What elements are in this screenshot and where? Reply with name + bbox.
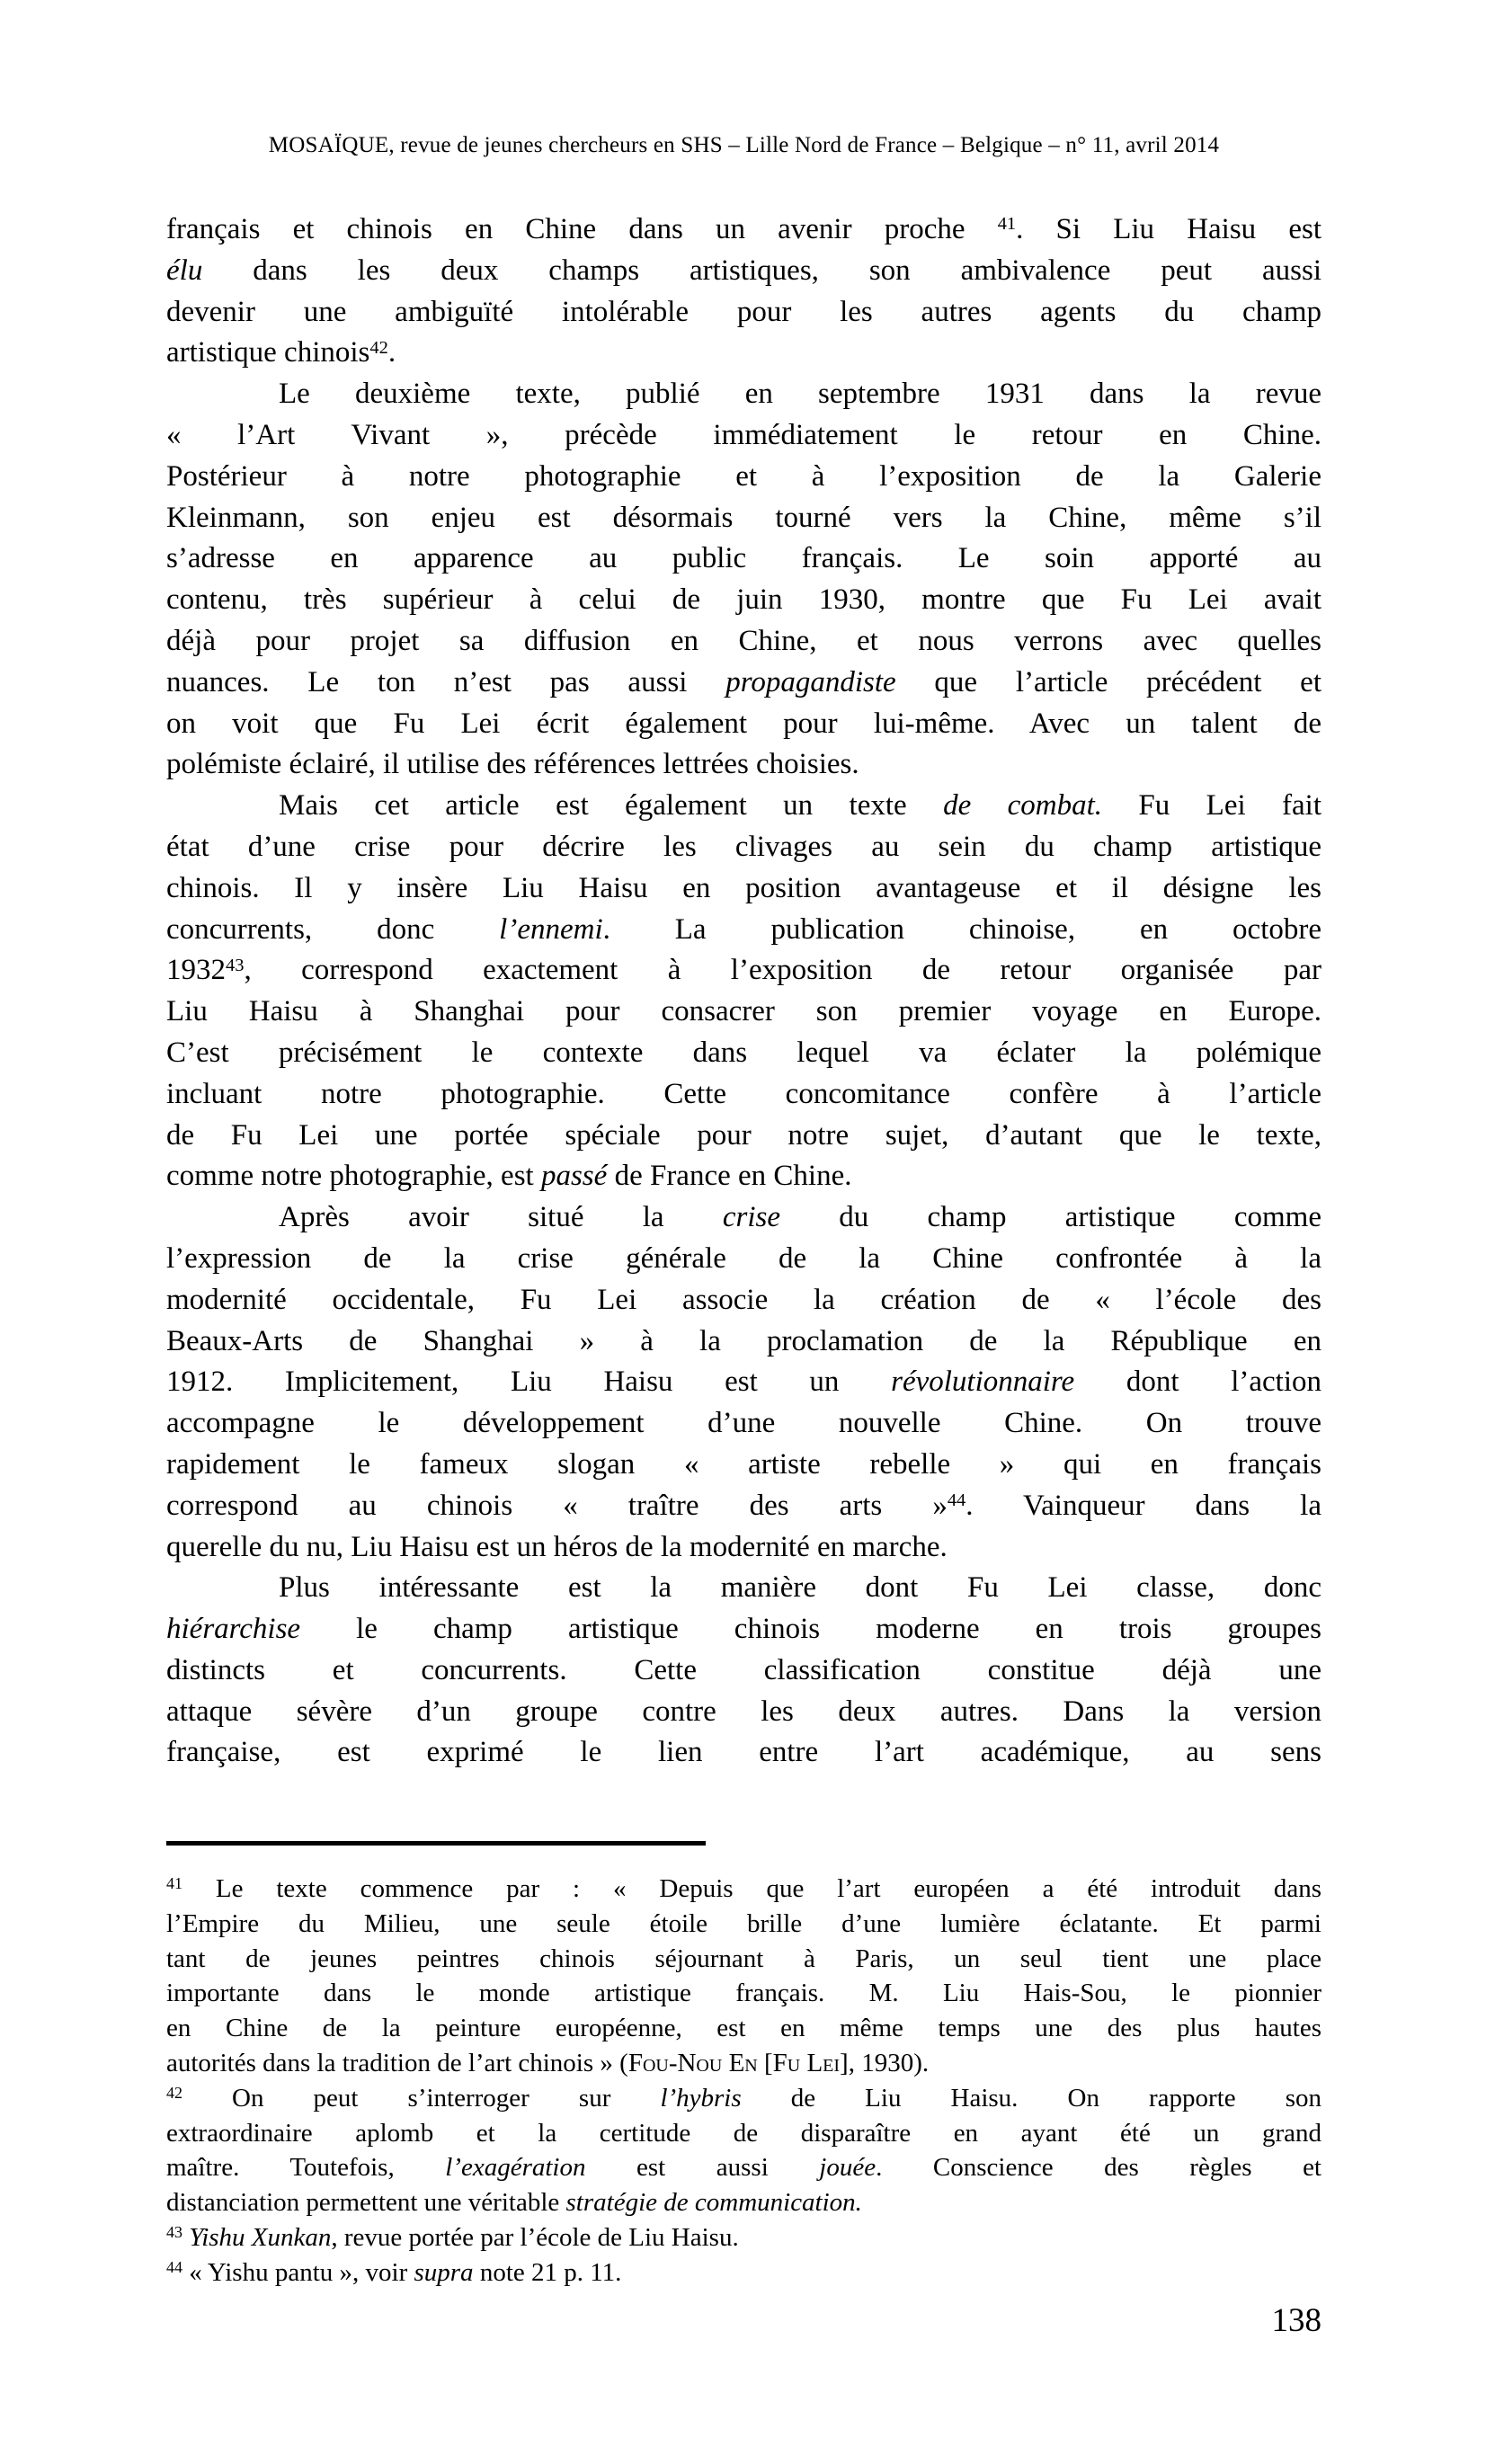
text-line <box>166 786 1321 827</box>
text-segment: le champ artistique chinois moderne en trois groupes <box>300 1613 1321 1646</box>
text-segment: Kleinmann, son enjeu est désormais tourné vers la Chine, même s’il <box>166 501 1321 534</box>
text-segment: maître. Toutefois, <box>166 2153 446 2183</box>
text-segment: Plus intéressante est la manière dont Fu Lei classe, donc <box>279 1571 1321 1605</box>
text-segment: 42 <box>166 2084 182 2103</box>
text-line <box>166 1942 1321 1977</box>
text-line <box>166 251 1321 292</box>
paragraph <box>166 1197 1321 1568</box>
text-line <box>166 374 1321 415</box>
text-segment: devenir une ambiguïté intolérable pour les autres agents du champ <box>166 295 1321 328</box>
text-line <box>166 2185 1321 2220</box>
text-segment: . Conscience des règles et <box>876 2153 1321 2183</box>
text-segment: que l’article précédent et <box>895 665 1321 698</box>
text-segment: 44 <box>947 1490 966 1510</box>
text-segment: autorités dans la tradition de l’art chinois » ( <box>166 2048 628 2077</box>
text-segment: extraordinaire aplomb et la certitude de disparaître en ayant été un grand <box>166 2118 1321 2148</box>
text-segment: Beaux-Arts de Shanghai » à la proclamation de la République en <box>166 1324 1321 1357</box>
text-line <box>166 2046 1321 2081</box>
text-segment: Le deuxième texte, publié en septembre 1931 dans la revue <box>279 378 1321 411</box>
footnotes <box>166 1872 1321 2291</box>
text-line <box>166 415 1321 457</box>
text-segment: l’expression de la crise générale de la Chine confrontée à la <box>166 1241 1321 1275</box>
text-segment: . Si Liu Haisu est <box>1016 213 1321 245</box>
text-segment: C’est précisément le contexte dans lequel va éclater la polémique <box>166 1036 1321 1069</box>
text-segment: 1912. Implicitement, Liu Haisu est un <box>166 1365 892 1399</box>
text-line <box>166 538 1321 580</box>
text-line <box>166 1280 1321 1321</box>
text-segment: polémiste éclairé, il utilise des références lettrées choisies. <box>166 748 859 781</box>
text-segment: élu <box>166 254 203 287</box>
text-segment: 42 <box>369 337 388 358</box>
body-text <box>166 209 1321 1774</box>
text-segment: , revue portée par l’école de Liu Haisu. <box>331 2222 739 2252</box>
paragraph <box>166 374 1321 786</box>
paragraph <box>166 1568 1321 1774</box>
text-segment: , 1930). <box>848 2048 930 2077</box>
text-line <box>166 1116 1321 1157</box>
text-segment: 44 <box>166 2258 182 2277</box>
text-segment: s’adresse en apparence au public français. Le soin apporté au <box>166 542 1321 575</box>
text-segment: de Fu Lei une portée spéciale pour notre sujet, d’autant que le texte, <box>166 1118 1321 1152</box>
text-segment: déjà pour projet sa diffusion en Chine, et nous verrons avec quelles <box>166 624 1321 657</box>
text-line <box>166 1976 1321 2011</box>
text-line <box>166 457 1321 498</box>
text-line <box>166 498 1321 539</box>
text-segment: distanciation permettent une véritable <box>166 2188 566 2218</box>
text-line <box>166 2220 1321 2255</box>
text-segment: Fou-Nou En [Fu Lei] <box>627 2048 849 2077</box>
text-line <box>166 1527 1321 1569</box>
text-segment: chinois. Il y insère Liu Haisu en position avantageuse et il désigne les <box>166 871 1321 904</box>
paragraph <box>166 2255 1321 2291</box>
text-segment: supra <box>414 2257 474 2287</box>
text-segment: Mais cet article est également un texte <box>279 789 944 823</box>
text-segment: jouée <box>819 2153 876 2183</box>
text-line <box>166 1403 1321 1445</box>
text-segment: Liu Haisu à Shanghai pour consacrer son premier voyage en Europe. <box>166 995 1321 1028</box>
paragraph <box>166 209 1321 374</box>
text-segment: , correspond exactement à l’exposition de retour organisée par <box>244 954 1321 987</box>
text-line <box>166 1074 1321 1116</box>
text-segment: française, est exprimé le lien entre l’art académique, au sens <box>166 1736 1321 1769</box>
text-segment: . La publication chinoise, en octobre <box>602 912 1321 946</box>
text-line <box>166 1321 1321 1363</box>
text-line <box>166 1872 1321 1907</box>
text-line <box>166 1033 1321 1074</box>
text-segment: l’hybris <box>660 2083 742 2113</box>
text-line <box>166 292 1321 334</box>
text-segment: de Liu Haisu. On rapporte son <box>741 2083 1321 2113</box>
text-segment: Yishu Xunkan <box>189 2222 332 2252</box>
text-line <box>166 209 1321 251</box>
text-segment: rapidement le fameux slogan « artiste rebelle » qui en français <box>166 1447 1321 1481</box>
text-line <box>166 2255 1321 2291</box>
text-segment: On peut s’interroger sur <box>182 2083 661 2113</box>
text-line <box>166 868 1321 910</box>
paragraph <box>166 2220 1321 2255</box>
text-segment: accompagne le développement d’une nouvelle Chine. On trouve <box>166 1407 1321 1440</box>
text-line <box>166 1650 1321 1692</box>
text-segment: importante dans le monde artistique français. M. Liu Hais-Sou, le pionnier <box>166 1979 1321 2008</box>
text-segment: 41 <box>166 1874 182 1893</box>
text-line <box>166 1197 1321 1239</box>
text-segment: 43 <box>166 2223 182 2242</box>
text-line <box>166 910 1321 951</box>
text-segment: dans les deux champs artistiques, son ambivalence peut aussi <box>202 254 1321 287</box>
text-segment: modernité occidentale, Fu Lei associe la création de « l’école des <box>166 1283 1321 1316</box>
text-line <box>166 2011 1321 2046</box>
text-segment: « Yishu pantu », voir <box>182 2257 414 2287</box>
text-segment: l’ennemi <box>499 912 603 946</box>
text-segment: stratégie de communication. <box>565 2188 862 2218</box>
text-segment: comme notre photographie, est <box>166 1160 541 1193</box>
text-segment: hiérarchise <box>166 1613 301 1646</box>
text-segment: distincts et concurrents. Cette classification constitue déjà une <box>166 1653 1321 1686</box>
text-segment: en Chine de la peinture européenne, est en même temps une des plus hautes <box>166 2014 1321 2043</box>
text-segment: . Vainqueur dans la <box>965 1489 1321 1522</box>
text-segment: est aussi <box>585 2153 820 2183</box>
text-line <box>166 1445 1321 1486</box>
text-segment: « l’Art Vivant », précède immédiatement le retour en Chine. <box>166 418 1321 451</box>
text-segment: attaque sévère d’un groupe contre les deux autres. Dans la version <box>166 1695 1321 1728</box>
text-line <box>166 333 1321 374</box>
text-line <box>166 663 1321 704</box>
text-segment: du champ artistique comme <box>780 1201 1321 1234</box>
text-segment: propagandiste <box>725 665 896 698</box>
text-line <box>166 1239 1321 1280</box>
text-segment: Postérieur à notre photographie et à l’exposition de la Galerie <box>166 459 1321 493</box>
text-line <box>166 2081 1321 2116</box>
text-segment: 43 <box>226 955 245 975</box>
text-line <box>166 1362 1321 1403</box>
text-segment: français et chinois en Chine dans un avenir proche <box>166 213 998 245</box>
paragraph <box>166 786 1321 1197</box>
paragraph <box>166 1872 1321 2081</box>
running-header: MOSAÏQUE, revue de jeunes chercheurs en SHS – Lille Nord de France – Belgique – n° 11, avril 2014 <box>268 133 1220 157</box>
text-line <box>166 1732 1321 1774</box>
footnote-separator-rule <box>166 1841 706 1846</box>
text-line <box>166 580 1321 621</box>
text-segment: l’Empire du Milieu, une seule étoile brille d’une lumière éclatante. Et parmi <box>166 1908 1321 1938</box>
text-segment: 41 <box>997 214 1017 235</box>
text-segment: correspond au chinois « traître des arts » <box>166 1489 948 1522</box>
text-segment: note 21 p. 11. <box>473 2257 622 2287</box>
text-line <box>166 1692 1321 1733</box>
text-line <box>166 827 1321 868</box>
text-segment: état d’une crise pour décrire les clivages au sein du champ artistique <box>166 830 1321 863</box>
text-segment: artistique chinois <box>166 336 370 369</box>
text-segment: on voit que Fu Lei écrit également pour lui-même. Avec un talent de <box>166 707 1321 740</box>
text-line <box>166 950 1321 992</box>
text-segment: dont l’action <box>1074 1365 1321 1399</box>
text-segment: passé <box>540 1160 608 1193</box>
text-line <box>166 1907 1321 1942</box>
text-segment: querelle du nu, Liu Haisu est un héros de la modernité en marche. <box>166 1530 948 1563</box>
text-segment: contenu, très supérieur à celui de juin 1930, montre que Fu Lei avait <box>166 583 1321 617</box>
text-line <box>166 704 1321 745</box>
text-segment: crise <box>722 1201 780 1234</box>
text-line <box>166 992 1321 1033</box>
text-line <box>166 621 1321 663</box>
text-segment: Fu Lei fait <box>1102 789 1322 823</box>
text-line <box>166 2150 1321 2185</box>
text-segment: nuances. Le ton n’est pas aussi <box>166 665 726 698</box>
text-segment: de combat. <box>943 789 1103 823</box>
text-segment: tant de jeunes peintres chinois séjournant à Paris, un seul tient une place <box>166 1944 1321 1973</box>
text-segment: l’exagération <box>445 2153 586 2183</box>
text-segment: 1932 <box>166 954 226 987</box>
paragraph <box>166 2081 1321 2220</box>
text-segment: Le texte commence par : « Depuis que l’art européen a été introduit dans <box>182 1874 1321 1903</box>
text-segment: incluant notre photographie. Cette concomitance confère à l’article <box>166 1077 1321 1110</box>
text-line <box>166 1156 1321 1197</box>
text-line <box>166 1486 1321 1527</box>
text-segment: Après avoir situé la <box>279 1201 723 1234</box>
text-line <box>166 1609 1321 1650</box>
text-segment: de France en Chine. <box>607 1160 852 1193</box>
text-line <box>166 2116 1321 2151</box>
text-segment: révolutionnaire <box>891 1365 1075 1399</box>
page-number: 138 <box>1271 2302 1321 2339</box>
text-line <box>166 744 1321 786</box>
text-segment: concurrents, donc <box>166 912 500 946</box>
text-segment: . <box>387 336 396 369</box>
text-line <box>166 1568 1321 1609</box>
